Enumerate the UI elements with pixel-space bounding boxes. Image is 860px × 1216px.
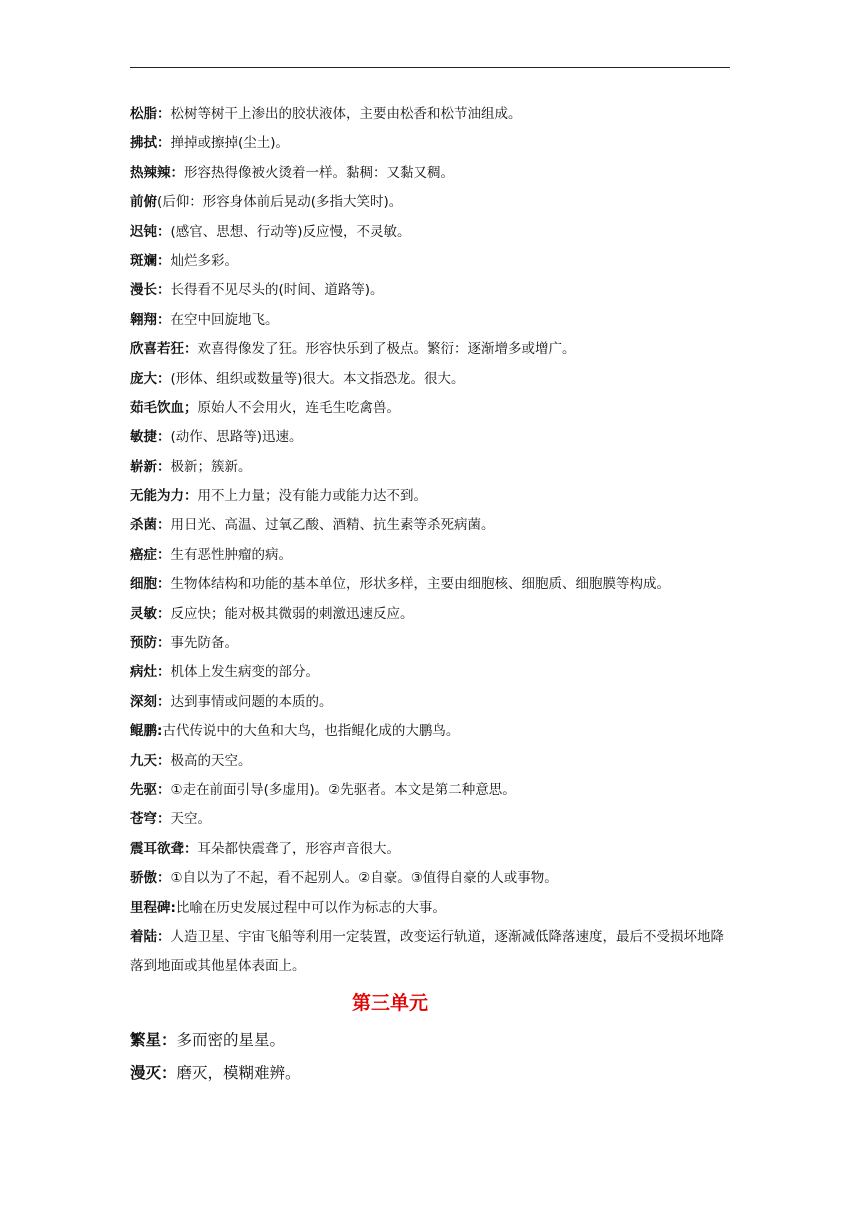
- entry-term: 鲲鹏: [130, 723, 157, 740]
- entry-separator: ：: [157, 311, 171, 328]
- entry-definition: 多而密的星星。: [176, 1031, 286, 1049]
- vocabulary-entry: [130, 511, 734, 540]
- entry-term: 震耳欲聋: [130, 840, 184, 857]
- entry-separator: ：: [157, 135, 171, 152]
- entry-definition: 在空中回旋地飞。: [170, 311, 279, 328]
- entry-separator: :: [170, 899, 176, 916]
- entry-separator: :: [157, 723, 163, 740]
- vocabulary-entry: [130, 747, 734, 776]
- entry-definition: (形体、组织或数量等)很大。本文指恐龙。很大。: [170, 370, 465, 387]
- entry-definition: 欢喜得像发了狂。形容快乐到了极点。繁衍：逐渐增多或增广。: [197, 341, 576, 358]
- entry-definition: ①自以为了不起，看不起别人。②自豪。③值得自豪的人或事物。: [170, 870, 558, 887]
- entry-separator: ：: [157, 282, 171, 299]
- entry-term: 斑斓: [130, 252, 157, 269]
- entry-separator: ：: [157, 546, 171, 563]
- entry-term: 杀菌: [130, 517, 157, 534]
- entry-definition: 比喻在历史发展过程中可以作为标志的大事。: [175, 899, 446, 916]
- entry-definition: 长得看不见尽头的(时间、道路等)。: [170, 282, 384, 299]
- vocabulary-entry: [130, 394, 734, 423]
- vocabulary-entry: [130, 423, 734, 452]
- entry-definition: (动作、思路等)迅速。: [170, 429, 303, 446]
- entry-separator: ；: [184, 399, 198, 416]
- vocabulary-entry: [130, 335, 734, 364]
- entry-term: 九天: [130, 752, 157, 769]
- vocabulary-entry: [130, 805, 734, 834]
- vocabulary-entry: [130, 658, 734, 687]
- entry-term: 松脂: [130, 106, 157, 122]
- entry-term: 无能为力: [130, 488, 184, 505]
- entry-separator: ：: [157, 693, 171, 710]
- entry-definition: 反应快；能对极其微弱的刺激迅速反应。: [170, 605, 414, 622]
- entry-separator: ：: [157, 370, 171, 387]
- vocabulary-entry: [130, 276, 734, 305]
- entry-term: 繁星: [130, 1031, 162, 1049]
- vocabulary-entry: [130, 218, 734, 247]
- entry-separator: ：: [157, 635, 171, 652]
- entry-separator: ：: [157, 781, 171, 798]
- entry-definition: 耳朵都快震聋了，形容声音很大。: [197, 840, 400, 857]
- entry-separator: ：: [170, 164, 184, 181]
- vocabulary-entry: [130, 100, 734, 129]
- header-rule: [130, 67, 730, 68]
- vocabulary-entry: [130, 306, 734, 335]
- vocabulary-entry: [130, 894, 734, 923]
- vocabulary-entry: [130, 1024, 734, 1057]
- entry-term: 庞大: [130, 370, 157, 387]
- vocabulary-entry: [130, 835, 734, 864]
- entry-term: 崭新: [130, 458, 157, 475]
- entry-definition: 形容热得像被火烫着一样。黏稠：又黏又稠。: [184, 164, 454, 181]
- vocabulary-entry: [130, 1057, 734, 1090]
- vocabulary-entry: [130, 688, 734, 717]
- vocabulary-entry: [130, 717, 734, 746]
- entry-term: 茹毛饮血: [130, 399, 184, 416]
- entry-definition: ①走在前面引导(多虚用)。②先驱者。本文是第二种意思。: [170, 781, 516, 798]
- vocabulary-list-unit-3: [130, 1024, 734, 1090]
- entry-separator: ：: [184, 840, 198, 857]
- entry-term: 迟钝: [130, 223, 157, 240]
- vocabulary-entry: [130, 923, 734, 982]
- entry-definition: 生有恶性肿瘤的病。: [170, 546, 292, 563]
- entry-definition: 磨灭，模糊难辨。: [176, 1064, 301, 1082]
- vocabulary-list: [130, 100, 734, 982]
- entry-separator: ：: [157, 458, 171, 475]
- entry-definition: 用不上力量；没有能力或能力达不到。: [197, 488, 427, 505]
- entry-definition: 事先防备。: [170, 635, 238, 652]
- entry-definition: (感官、思想、行动等)反应慢，不灵敏。: [170, 223, 411, 240]
- entry-definition: 用日光、高温、过氧乙酸、酒精、抗生素等杀死病菌。: [170, 517, 495, 534]
- entry-separator: ：: [157, 223, 171, 240]
- entry-separator: ：: [157, 928, 171, 945]
- vocabulary-entry: [130, 247, 734, 276]
- entry-separator: ：: [161, 1031, 177, 1049]
- entry-term: 细胞: [130, 576, 157, 593]
- entry-term: 热辣辣: [130, 164, 171, 181]
- entry-separator: ：: [157, 870, 171, 887]
- entry-term: 拂拭: [130, 135, 157, 152]
- entry-term: 前俯: [130, 194, 157, 211]
- entry-separator: ：: [157, 811, 171, 828]
- entry-definition: 人造卫星、宇宙飞船等利用一定装置，改变运行轨道，逐渐减低降落速度，最后不受损坏地降落到地面或其他星体表面上。: [130, 928, 724, 975]
- entry-definition: 原始人不会用火，连毛生吃禽兽。: [197, 399, 400, 416]
- entry-term: 病灶: [130, 664, 157, 681]
- vocabulary-entry: [130, 776, 734, 805]
- entry-term: 骄傲: [130, 870, 157, 887]
- entry-separator: ：: [161, 1064, 177, 1082]
- entry-separator: ：: [184, 488, 198, 505]
- entry-separator: ：: [157, 106, 171, 122]
- entry-separator: ：: [157, 605, 171, 622]
- entry-definition: 达到事情或问题的本质的。: [170, 693, 333, 710]
- entry-separator: ：: [157, 752, 171, 769]
- vocabulary-entry: [130, 629, 734, 658]
- entry-separator: ：: [157, 429, 171, 446]
- entry-term: 欣喜若狂: [130, 341, 184, 358]
- vocabulary-entry: [130, 541, 734, 570]
- entry-term: 癌症: [130, 546, 157, 563]
- entry-term: 灵敏: [130, 605, 157, 622]
- entry-term: 漫灭: [130, 1064, 162, 1082]
- entry-definition: (后仰：形容身体前后晃动(多指大笑时)。: [157, 194, 403, 211]
- entry-term: 苍穹: [130, 811, 157, 828]
- vocabulary-entry: [130, 159, 734, 188]
- entry-definition: 天空。: [170, 811, 211, 828]
- vocabulary-entry: [130, 188, 734, 217]
- entry-term: 深刻: [130, 693, 157, 710]
- entry-separator: ：: [157, 252, 171, 269]
- entry-term: 漫长: [130, 282, 157, 299]
- vocabulary-entry: [130, 570, 734, 599]
- entry-separator: ：: [157, 517, 171, 534]
- vocabulary-entry: [130, 129, 734, 158]
- entry-definition: 机体上发生病变的部分。: [170, 664, 319, 681]
- vocabulary-entry: [130, 600, 734, 629]
- entry-definition: 极新；簇新。: [170, 458, 252, 475]
- entry-term: 先驱: [130, 781, 157, 798]
- entry-term: 里程碑: [130, 899, 171, 916]
- entry-term: 着陆: [130, 928, 157, 945]
- entry-separator: ：: [184, 341, 198, 358]
- entry-definition: 极高的天空。: [170, 752, 252, 769]
- entry-definition: 松树等树干上渗出的胶状液体，主要由松香和松节油组成。: [170, 106, 522, 122]
- entry-term: 翱翔: [130, 311, 157, 328]
- section-title: 第三单元: [351, 992, 428, 1014]
- entry-term: 敏捷: [130, 429, 157, 446]
- vocabulary-entry: [130, 365, 734, 394]
- vocabulary-entry: [130, 864, 734, 893]
- vocabulary-entry: [130, 482, 734, 511]
- entry-definition: 生物体结构和功能的基本单位，形状多样，主要由细胞核、细胞质、细胞膜等构成。: [170, 576, 670, 593]
- entry-definition: 灿烂多彩。: [170, 252, 238, 269]
- entry-definition: 古代传说中的大鱼和大鸟，也指鲲化成的大鹏鸟。: [162, 723, 460, 740]
- entry-separator: ：: [157, 664, 171, 681]
- vocabulary-entry: [130, 453, 734, 482]
- entry-definition: 掸掉或擦掉(尘土)。: [170, 135, 290, 152]
- entry-separator: ：: [157, 576, 171, 593]
- entry-term: 预防: [130, 635, 157, 652]
